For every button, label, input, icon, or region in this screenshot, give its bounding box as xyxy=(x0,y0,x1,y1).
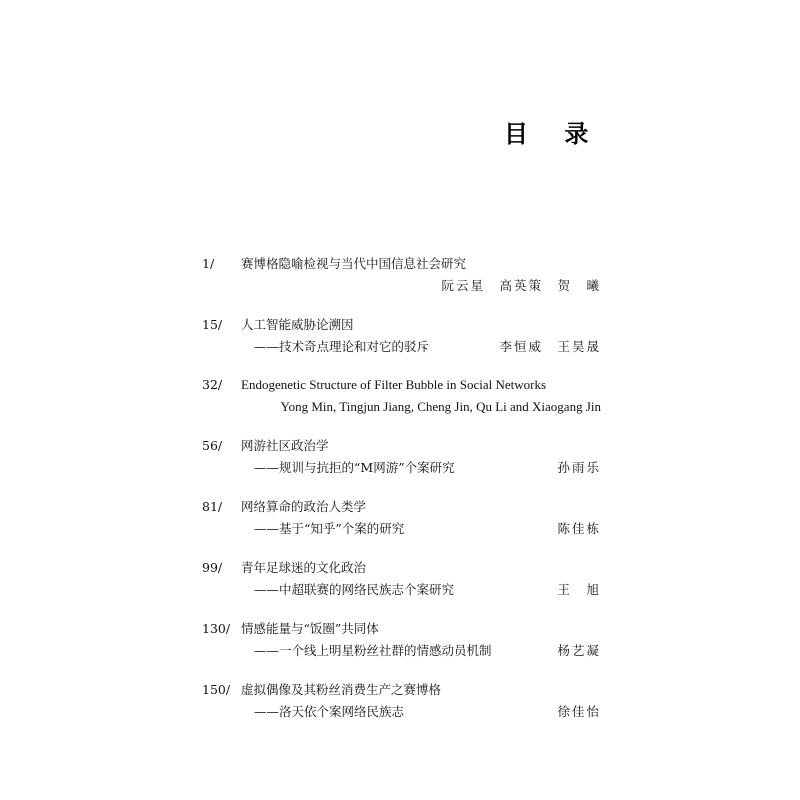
entry-subtitle: ——一个线上明星粉丝社群的情感动员机制 xyxy=(254,643,492,658)
page-number: 1/ xyxy=(202,256,215,271)
entry-title: 人工智能威胁论溯因 xyxy=(241,317,354,332)
entry-title: 网络算命的政治人类学 xyxy=(241,499,367,514)
entry-authors: Yong Min, Tingjun Jiang, Cheng Jin, Qu Li and Xiaogang Jin xyxy=(280,399,601,414)
entry-title: 青年足球迷的文化政治 xyxy=(241,560,367,575)
entry-title: 虚拟偶像及其粉丝消费生产之赛博格 xyxy=(241,682,442,697)
page-number: 99/ xyxy=(202,560,223,575)
entry-subtitle: ——基于“知乎”个案的研究 xyxy=(254,521,405,536)
entry-title: 网游社区政治学 xyxy=(241,438,329,453)
entry-authors: 孙雨乐 xyxy=(557,460,601,475)
page-number: 81/ xyxy=(202,499,223,514)
entry-authors: 陈佳栋 xyxy=(557,521,601,536)
page-title: 目 录 xyxy=(504,120,603,148)
entry-subtitle: ——中超联赛的网络民族志个案研究 xyxy=(254,582,455,597)
page-number: 130/ xyxy=(202,621,231,636)
entry-authors: 李恒威 王昊晟 xyxy=(499,339,601,354)
page-number: 56/ xyxy=(202,438,223,453)
entry-authors: 杨艺凝 xyxy=(557,643,601,658)
page-number: 150/ xyxy=(202,682,231,697)
entry-authors: 王 旭 xyxy=(557,582,601,597)
entry-subtitle: ——技术奇点理论和对它的驳斥 xyxy=(254,339,430,354)
entry-subtitle: ——规训与抗拒的“M网游”个案研究 xyxy=(254,460,455,475)
page-number: 32/ xyxy=(202,377,223,392)
entry-title: 赛博格隐喻检视与当代中国信息社会研究 xyxy=(241,256,467,271)
page-number: 15/ xyxy=(202,317,223,332)
entry-title: Endogenetic Structure of Filter Bubble in Social Networks xyxy=(241,377,547,392)
entry-title: 情感能量与“饭圈”共同体 xyxy=(241,621,379,636)
entry-authors: 阮云星 高英策 贺 曦 xyxy=(441,278,601,293)
entry-authors: 徐佳怡 xyxy=(557,704,601,719)
entry-subtitle: ——洛天依个案网络民族志 xyxy=(254,704,405,719)
